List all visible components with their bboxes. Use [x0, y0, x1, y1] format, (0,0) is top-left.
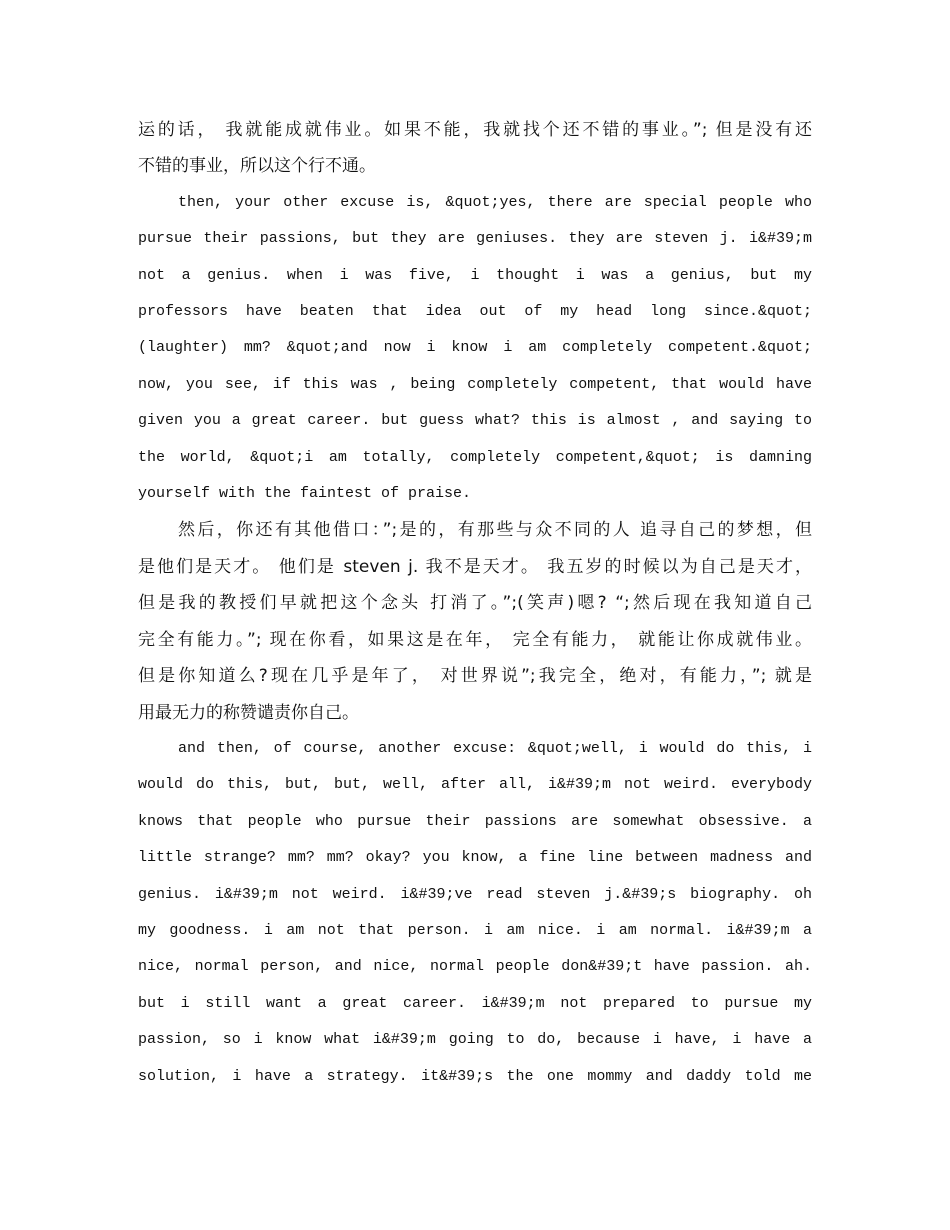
text-line: would do this, but, but, well, after all, i&#39;m not weird. everybody: [138, 776, 812, 794]
document-page: [138, 112, 812, 1095]
text-line: then, your other excuse is, &quot;yes, there are special people who: [178, 193, 812, 211]
text-line: genius. i&#39;m not weird. i&#39;ve read steven j.&#39;s biography. oh: [138, 885, 812, 903]
text-line: nice, normal person, and nice, normal people don&#39;t have passion. ah.: [138, 958, 812, 976]
text-line: the world, &quot;i am totally, completely competent,&quot; is damning: [138, 448, 812, 466]
text-line: 但是你知道么?现在几乎是年了， 对世界说”;我完全，绝对，有能力，”; 就是: [138, 666, 812, 687]
text-line: not a genius. when i was five, i thought i was a genius, but my: [138, 266, 812, 284]
text-line: passion, so i know what i&#39;m going to do, because i have, i have a: [138, 1031, 812, 1049]
text-line: yourself with the faintest of praise.: [138, 485, 472, 503]
paragraph-zh-1: [138, 112, 812, 185]
text-line: 然后，你还有其他借口：”;是的，有那些与众不同的人 追寻自己的梦想，但: [178, 520, 812, 541]
text-line: little strange? mm? mm? okay? you know, a fine line between madness and: [138, 849, 812, 867]
text-line: given you a great career. but guess what? this is almost , and saying to: [138, 412, 812, 430]
text-line: pursue their passions, but they are geniuses. they are steven j. i&#39;m: [138, 230, 812, 248]
text-line: and then, of course, another excuse: &quot;well, i would do this, i: [178, 739, 812, 757]
text-line: 是他们是天才。 他们是 steven j. 我不是天才。 我五岁的时候以为自己是天才，: [138, 556, 812, 577]
text-line: 用最无力的称赞谴责你自己。: [138, 702, 359, 723]
text-line: but i still want a great career. i&#39;m not prepared to pursue my: [138, 994, 812, 1012]
paragraph-zh-2: [138, 512, 812, 730]
text-line: 不错的事业，所以这个行不通。: [138, 156, 376, 177]
text-line: solution, i have a strategy. it&#39;s the one mommy and daddy told me: [138, 1067, 812, 1085]
text-line: now, you see, if this was , being completely competent, that would have: [138, 375, 812, 393]
paragraph-en-1: [138, 185, 812, 513]
paragraph-en-2: [138, 731, 812, 1095]
text-line: my goodness. i am not that person. i am nice. i am normal. i&#39;m a: [138, 921, 812, 939]
text-line: 运的话， 我就能成就伟业。如果不能，我就找个还不错的事业。”; 但是没有还: [138, 120, 812, 140]
text-line: 但是我的教授们早就把这个念头 打消了。”;(笑声)嗯? “;然后现在我知道自己: [138, 593, 812, 614]
text-line: 完全有能力。”; 现在你看，如果这是在年， 完全有能力， 就能让你成就伟业。: [138, 629, 812, 650]
text-line: (laughter) mm? &quot;and now i know i am completely competent.&quot;: [138, 339, 812, 357]
text-line: knows that people who pursue their passions are somewhat obsessive. a: [138, 812, 812, 830]
text-line: professors have beaten that idea out of my head long since.&quot;: [138, 303, 812, 321]
